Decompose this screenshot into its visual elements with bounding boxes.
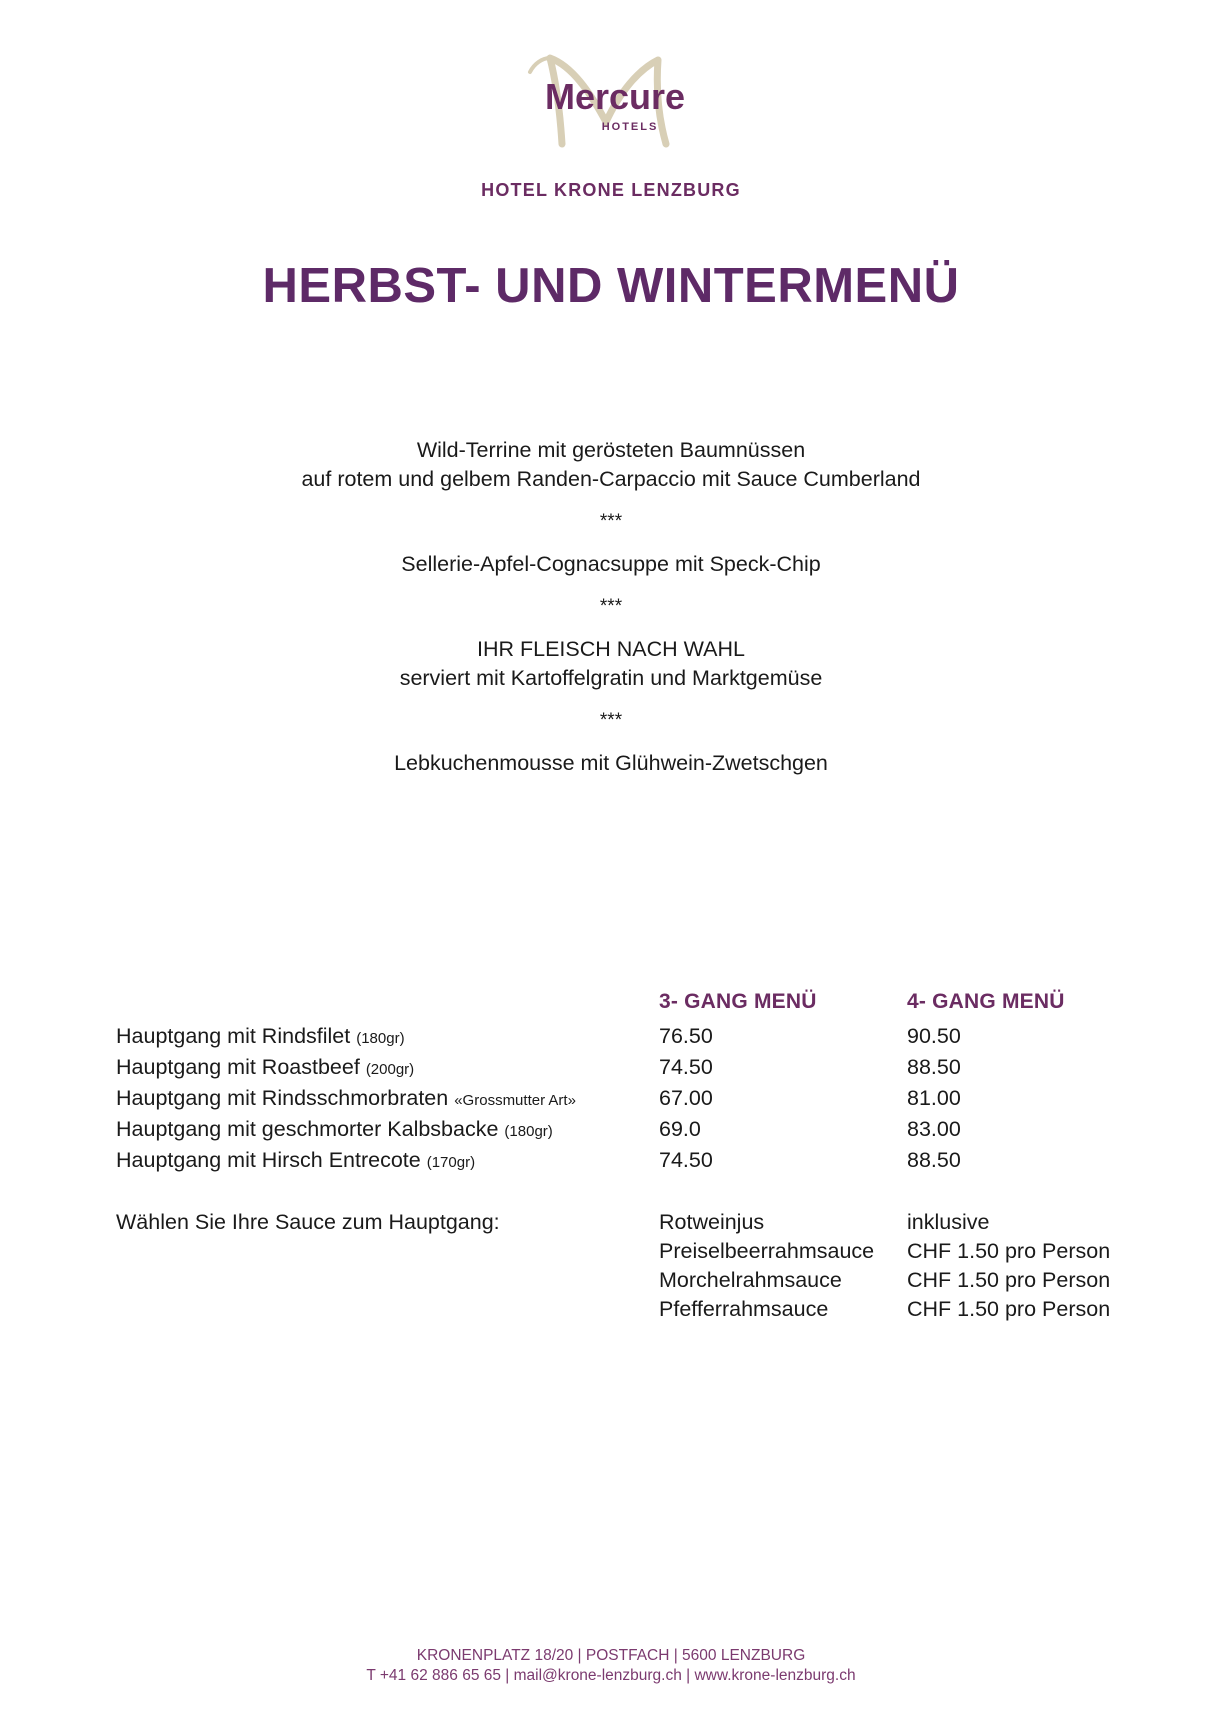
sauce-list — [116, 1208, 1126, 1324]
price-4-gang: 83.00 — [907, 1117, 961, 1141]
price-4-gang: 88.50 — [907, 1055, 961, 1079]
column-4-gang: 4- GANG MENÜ — [907, 990, 1065, 1013]
dish-name: Hauptgang mit Rindsschmorbraten «Grossmutter Art» — [116, 1086, 576, 1110]
sauce-row — [116, 1295, 1126, 1324]
sauce-price: CHF 1.50 pro Person — [907, 1268, 1111, 1292]
price-3-gang: 74.50 — [659, 1148, 713, 1172]
price-row — [116, 1052, 1126, 1083]
sauce-price: CHF 1.50 pro Person — [907, 1297, 1111, 1321]
course-3-line-2: serviert mit Kartoffelgratin und Marktgemüse — [399, 666, 823, 690]
brand-sub: HOTELS — [601, 121, 659, 133]
dish-note: «Grossmutter Art» — [454, 1092, 576, 1109]
price-3-gang: 67.00 — [659, 1086, 713, 1110]
menu-title: HERBST- UND WINTERMENÜ — [262, 259, 960, 313]
sauce-price: CHF 1.50 pro Person — [907, 1239, 1111, 1263]
price-row — [116, 1083, 1126, 1114]
dish-note: (180gr) — [356, 1030, 405, 1047]
price-3-gang: 76.50 — [659, 1024, 713, 1048]
sauce-name: Morchelrahmsauce — [659, 1268, 842, 1292]
brand-wordmark: Mercure — [544, 76, 686, 117]
column-3-gang: 3- GANG MENÜ — [659, 990, 817, 1013]
dish-name: Hauptgang mit Hirsch Entrecote (170gr) — [116, 1148, 476, 1172]
course-separator: *** — [599, 710, 623, 731]
dish-note: (180gr) — [504, 1123, 553, 1140]
sauce-label: Wählen Sie Ihre Sauce zum Hauptgang: — [116, 1210, 500, 1234]
footer — [0, 1646, 1222, 1686]
price-table-header — [116, 990, 1126, 1021]
sauce-name: Rotweinjus — [659, 1210, 765, 1234]
mercure-monogram-icon — [520, 52, 710, 152]
course-separator: *** — [599, 596, 623, 617]
price-4-gang: 88.50 — [907, 1148, 961, 1172]
sauce-row — [116, 1237, 1126, 1266]
sauce-row — [116, 1208, 1126, 1237]
price-table — [116, 990, 1126, 1324]
dish-note: (170gr) — [426, 1154, 476, 1171]
dish-name: Hauptgang mit Rindsfilet (180gr) — [116, 1024, 405, 1048]
price-4-gang: 90.50 — [907, 1024, 961, 1048]
hotel-name: HOTEL KRONE LENZBURG — [481, 180, 741, 200]
mercure-logo — [520, 52, 710, 152]
dish-name: Hauptgang mit Roastbeef (200gr) — [116, 1055, 415, 1079]
price-row — [116, 1145, 1126, 1176]
course-2-line-1: Sellerie-Apfel-Cognacsuppe mit Speck-Chip — [401, 552, 821, 576]
course-1-line-1: Wild-Terrine mit gerösteten Baumnüssen — [416, 438, 806, 462]
course-separator: *** — [599, 511, 623, 532]
course-3-line-1: IHR FLEISCH NACH WAHL — [477, 637, 745, 661]
price-4-gang: 81.00 — [907, 1086, 961, 1110]
sauce-name: Pfefferrahmsauce — [659, 1297, 829, 1321]
dish-name: Hauptgang mit geschmorter Kalbsbacke (180gr) — [116, 1117, 553, 1141]
dish-note: (200gr) — [365, 1061, 415, 1078]
course-4-line-1: Lebkuchenmousse mit Glühwein-Zwetschgen — [394, 751, 828, 775]
footer-address: KRONENPLATZ 18/20 | POSTFACH | 5600 LENZBURG — [416, 1647, 806, 1664]
footer-contact: T +41 62 886 65 65 | mail@krone-lenzburg.ch | www.krone-lenzburg.ch — [366, 1667, 856, 1684]
course-1-line-2: auf rotem und gelbem Randen-Carpaccio mit Sauce Cumberland — [301, 467, 921, 491]
price-3-gang: 74.50 — [659, 1055, 713, 1079]
sauce-price: inklusive — [907, 1210, 990, 1234]
price-3-gang: 69.0 — [659, 1117, 701, 1141]
sauce-row — [116, 1266, 1126, 1295]
sauce-name: Preiselbeerrahmsauce — [659, 1239, 875, 1263]
price-row — [116, 1114, 1126, 1145]
course-list — [0, 436, 1222, 778]
price-row — [116, 1021, 1126, 1052]
